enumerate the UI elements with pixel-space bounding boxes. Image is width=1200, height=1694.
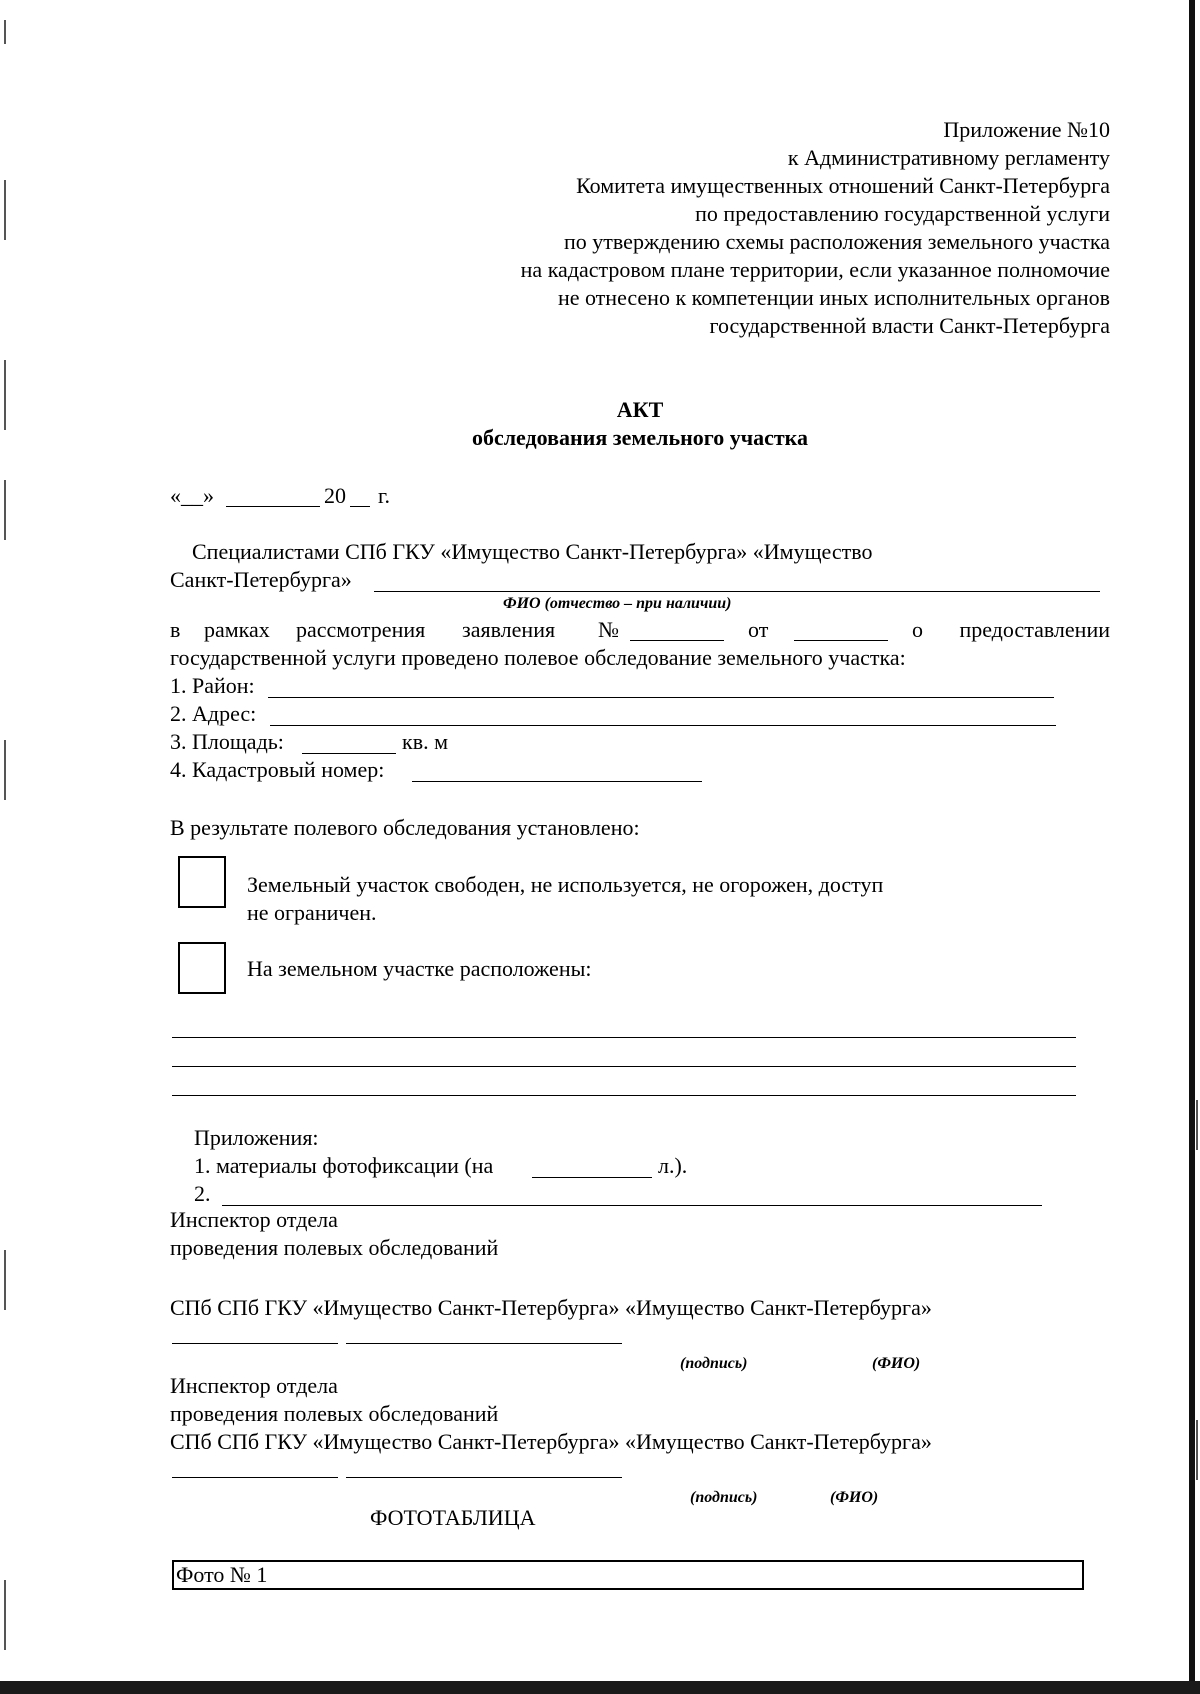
scan-speck (4, 1250, 6, 1310)
intro-word: № (598, 617, 619, 642)
cadastral-blank[interactable] (412, 781, 702, 782)
date-year-blank[interactable] (350, 506, 370, 507)
attachment-photos-suffix: л.). (658, 1153, 688, 1178)
area-label: 3. Площадь: (170, 729, 284, 754)
header-line: к Административному регламенту (787, 145, 1110, 170)
scan-speck (1196, 1100, 1198, 1150)
fio-caption: (ФИО) (830, 1489, 879, 1506)
inspector-organization: СПб СПб ГКУ «Имущество Санкт-Петербурга» «Имущество Санкт-Петербурга» (170, 1429, 932, 1454)
intro-word: в (170, 617, 181, 642)
attachment-sheets-blank[interactable] (532, 1177, 652, 1178)
header-line: государственной власти Санкт-Петербурга (709, 313, 1110, 338)
option-plot-free-line1: Земельный участок свободен, не используется, не огорожен, доступ (247, 872, 884, 897)
phototable-title: ФОТОТАБЛИЦА (370, 1505, 536, 1530)
intro-line: Специалистами СПб ГКУ «Имущество Санкт-Петербурга» «Имущество (192, 539, 873, 564)
inspector-title: Инспектор отдела (170, 1207, 338, 1232)
inspector-title: Инспектор отдела (170, 1373, 338, 1398)
intro-word: заявления (462, 617, 556, 642)
scan-edge-bottom (0, 1681, 1200, 1694)
signature-caption: (подпись) (680, 1355, 748, 1372)
area-unit: кв. м (402, 729, 448, 754)
date-day: «__» (170, 483, 214, 508)
scan-speck (4, 20, 6, 44)
attachment-second-label: 2. (194, 1181, 211, 1206)
intro-word: рамках (204, 617, 270, 642)
scan-speck (4, 480, 6, 540)
checkbox-plot-free[interactable] (178, 856, 226, 908)
header-line: на кадастровом плане территории, если указанное полномочие (520, 257, 1110, 282)
header-line: по утверждению схемы расположения земельного участка (564, 229, 1110, 254)
address-label: 2. Адрес: (170, 701, 257, 726)
header-line: Комитета имущественных отношений Санкт-Петербурга (576, 173, 1110, 198)
intro-word: о (912, 617, 923, 642)
intro-word: предоставлении (959, 617, 1110, 642)
option-plot-free-line2: не ограничен. (247, 900, 377, 925)
inspector-department: проведения полевых обследований (170, 1401, 499, 1426)
area-blank[interactable] (302, 753, 396, 754)
fio-caption: (ФИО) (872, 1355, 921, 1372)
photo-label: Фото № 1 (176, 1562, 268, 1587)
intro-line: государственной услуги проведено полевое обследование земельного участка: (170, 645, 906, 670)
scan-speck (1196, 1420, 1198, 1480)
attachments-heading: Приложения: (194, 1125, 319, 1150)
attachment-photos-label: 1. материалы фотофиксации (на (194, 1153, 494, 1178)
date-year-prefix: 20 (324, 483, 346, 508)
occupied-details-blank[interactable] (172, 1095, 1076, 1096)
inspector-signature-blank[interactable] (172, 1477, 338, 1478)
intro-word: от (748, 617, 769, 642)
inspector-organization: СПб СПб ГКУ «Имущество Санкт-Петербурга» «Имущество Санкт-Петербурга» (170, 1295, 932, 1320)
attachment-second-blank[interactable] (222, 1205, 1042, 1206)
scan-speck (4, 180, 6, 240)
application-number-blank[interactable] (630, 640, 724, 641)
application-date-blank[interactable] (794, 640, 888, 641)
occupied-details-blank[interactable] (172, 1066, 1076, 1067)
result-heading: В результате полевого обследования установлено: (170, 815, 640, 840)
checkbox-plot-occupied[interactable] (178, 942, 226, 994)
appendix-number: Приложение №10 (943, 117, 1110, 142)
document-subtitle: обследования земельного участка (471, 425, 809, 450)
inspector-fio-blank[interactable] (346, 1343, 622, 1344)
date-year-suffix: г. (378, 483, 391, 508)
inspector-fio-blank[interactable] (346, 1477, 622, 1478)
header-line: не отнесено к компетенции иных исполнительных органов (557, 285, 1110, 310)
intro-label: Санкт-Петербурга» (170, 567, 352, 592)
signature-caption: (подпись) (690, 1489, 758, 1506)
address-blank[interactable] (270, 725, 1056, 726)
inspector-signature-blank[interactable] (172, 1343, 338, 1344)
document-title: АКТ (616, 397, 664, 422)
district-label: 1. Район: (170, 673, 255, 698)
scan-edge-right (1189, 0, 1195, 1694)
fio-caption: ФИО (отчество – при наличии) (503, 595, 732, 612)
scan-speck (4, 1580, 6, 1650)
specialist-fio-blank[interactable] (374, 591, 1100, 592)
date-month-blank[interactable] (226, 506, 320, 507)
inspector-department: проведения полевых обследований (170, 1235, 499, 1260)
scan-speck (4, 740, 6, 800)
phototable-row (172, 1560, 1084, 1590)
occupied-details-blank[interactable] (172, 1037, 1076, 1038)
district-blank[interactable] (268, 697, 1054, 698)
header-line: по предоставлению государственной услуги (695, 201, 1110, 226)
option-plot-occupied: На земельном участке расположены: (247, 956, 592, 981)
intro-word: рассмотрения (296, 617, 426, 642)
cadastral-label: 4. Кадастровый номер: (170, 757, 385, 782)
